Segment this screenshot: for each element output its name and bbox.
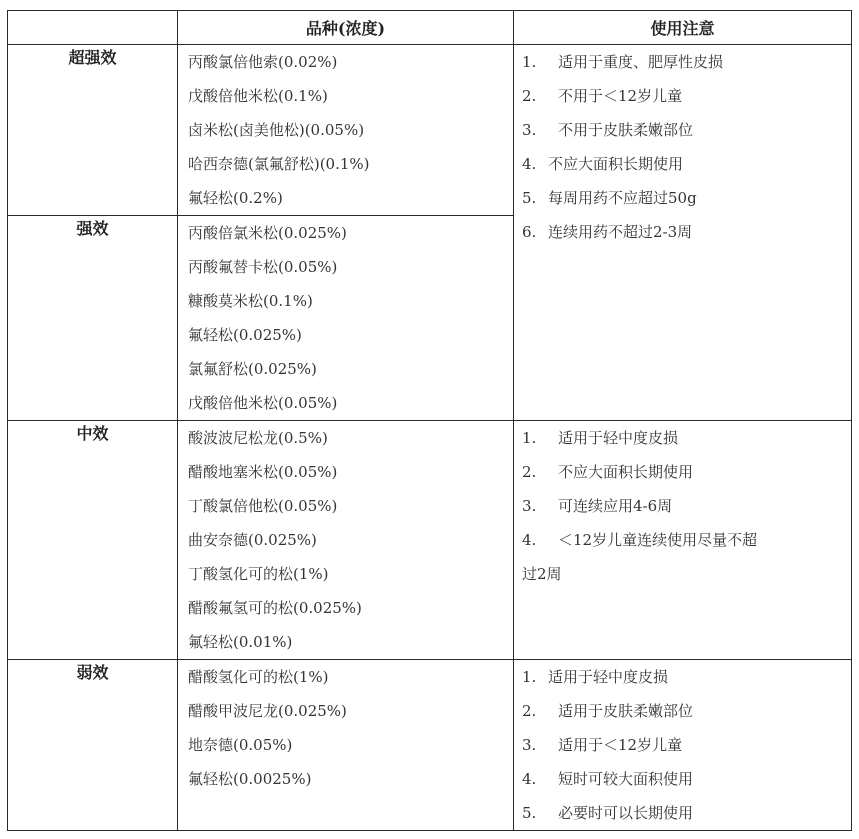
note-item [514, 79, 851, 113]
note-item [514, 489, 851, 523]
note-text: ＜12岁儿童连续使用尽量不超 [558, 531, 758, 549]
header-row [8, 11, 852, 45]
drug-item: 氟轻松(0.2%) [188, 189, 283, 207]
drug-item: 卤米松(卤美他松)(0.05%) [188, 121, 365, 139]
note-item [514, 113, 851, 147]
usage-notes-medium [514, 421, 852, 660]
note-text: 不应大面积长期使用 [548, 155, 684, 173]
note-item [514, 147, 851, 181]
drug-item: 曲安奈德(0.025%) [188, 531, 317, 549]
note-text: 必要时可以长期使用 [558, 804, 694, 822]
note-text: 连续用药不超过2-3周 [548, 223, 693, 241]
note-number: 1. [522, 668, 537, 686]
group-row-super-potent [8, 45, 852, 216]
note-text: 适用于轻中度皮损 [548, 668, 669, 686]
note-text: 短时可较大面积使用 [558, 770, 694, 788]
note-text: 不应大面积长期使用 [558, 463, 694, 481]
note-text: 可连续应用4-6周 [558, 497, 673, 515]
note-item [514, 523, 851, 557]
note-text: 适用于＜12岁儿童 [558, 736, 683, 754]
note-item [514, 796, 851, 830]
drug-item: 丙酸倍氯米松(0.025%) [188, 224, 347, 242]
drug-item: 氯氟舒松(0.025%) [188, 360, 317, 378]
note-item [514, 660, 851, 694]
steroid-potency-table [7, 10, 852, 831]
note-text: 适用于皮肤柔嫩部位 [558, 702, 694, 720]
note-item [514, 181, 851, 215]
note-number: 3. [522, 736, 537, 754]
note-number: 3. [522, 121, 537, 139]
note-number: 2. [522, 463, 537, 481]
note-item [514, 421, 851, 455]
potency-label: 弱效 [8, 660, 178, 831]
drug-item: 戊酸倍他米松(0.1%) [188, 87, 328, 105]
note-text: 每周用药不应超过50g [548, 189, 697, 207]
drug-item: 哈西奈德(氯氟舒松)(0.1%) [188, 155, 370, 173]
header-potency [8, 11, 178, 45]
note-number: 4. [522, 155, 537, 173]
note-number: 2. [522, 87, 537, 105]
note-text: 不用于＜12岁儿童 [558, 87, 683, 105]
note-text: 适用于轻中度皮损 [558, 429, 679, 447]
note-number: 3. [522, 497, 537, 515]
header-variety: 品种(浓度) [178, 11, 514, 45]
drug-list [178, 660, 514, 831]
note-number: 4. [522, 531, 537, 549]
note-text: 适用于重度、肥厚性皮损 [558, 53, 724, 71]
drug-item: 酸波波尼松龙(0.5%) [188, 429, 328, 447]
group-row-weak [8, 660, 852, 831]
drug-item: 糠酸莫米松(0.1%) [188, 292, 313, 310]
note-item [514, 728, 851, 762]
drug-list [178, 421, 514, 660]
drug-item: 醋酸地塞米松(0.05%) [188, 463, 338, 481]
drug-item: 醋酸氟氢可的松(0.025%) [188, 599, 362, 617]
potency-label: 强效 [8, 216, 178, 421]
header-notes: 使用注意 [514, 11, 852, 45]
group-row-medium-potent [8, 421, 852, 660]
note-number: 5. [522, 189, 537, 207]
drug-item: 氟轻松(0.01%) [188, 633, 293, 651]
drug-list [178, 45, 514, 216]
drug-item: 地奈德(0.05%) [188, 736, 293, 754]
note-item [514, 45, 851, 79]
note-text: 不用于皮肤柔嫩部位 [558, 121, 694, 139]
note-number: 4. [522, 770, 537, 788]
potency-label: 超强效 [8, 45, 178, 216]
note-item [514, 215, 851, 249]
drug-item: 醋酸甲波尼龙(0.025%) [188, 702, 347, 720]
usage-notes-strong [514, 45, 852, 421]
note-item [514, 694, 851, 728]
note-number: 1. [522, 53, 537, 71]
drug-item: 丁酸氯倍他松(0.05%) [188, 497, 338, 515]
potency-label: 中效 [8, 421, 178, 660]
drug-item: 丙酸氯倍他索(0.02%) [188, 53, 338, 71]
usage-notes-weak [514, 660, 852, 831]
drug-list [178, 216, 514, 421]
note-number: 6. [522, 223, 537, 241]
note-item-continuation [514, 557, 851, 591]
drug-item: 丁酸氢化可的松(1%) [188, 565, 329, 583]
note-number: 1. [522, 429, 537, 447]
drug-item: 醋酸氢化可的松(1%) [188, 668, 329, 686]
drug-item: 戊酸倍他米松(0.05%) [188, 394, 338, 412]
drug-item: 氟轻松(0.025%) [188, 326, 302, 344]
note-item [514, 762, 851, 796]
note-item [514, 455, 851, 489]
drug-item: 丙酸氟替卡松(0.05%) [188, 258, 338, 276]
note-text: 过2周 [522, 565, 562, 583]
note-number: 5. [522, 804, 537, 822]
note-number: 2. [522, 702, 537, 720]
drug-item: 氟轻松(0.0025%) [188, 770, 312, 788]
